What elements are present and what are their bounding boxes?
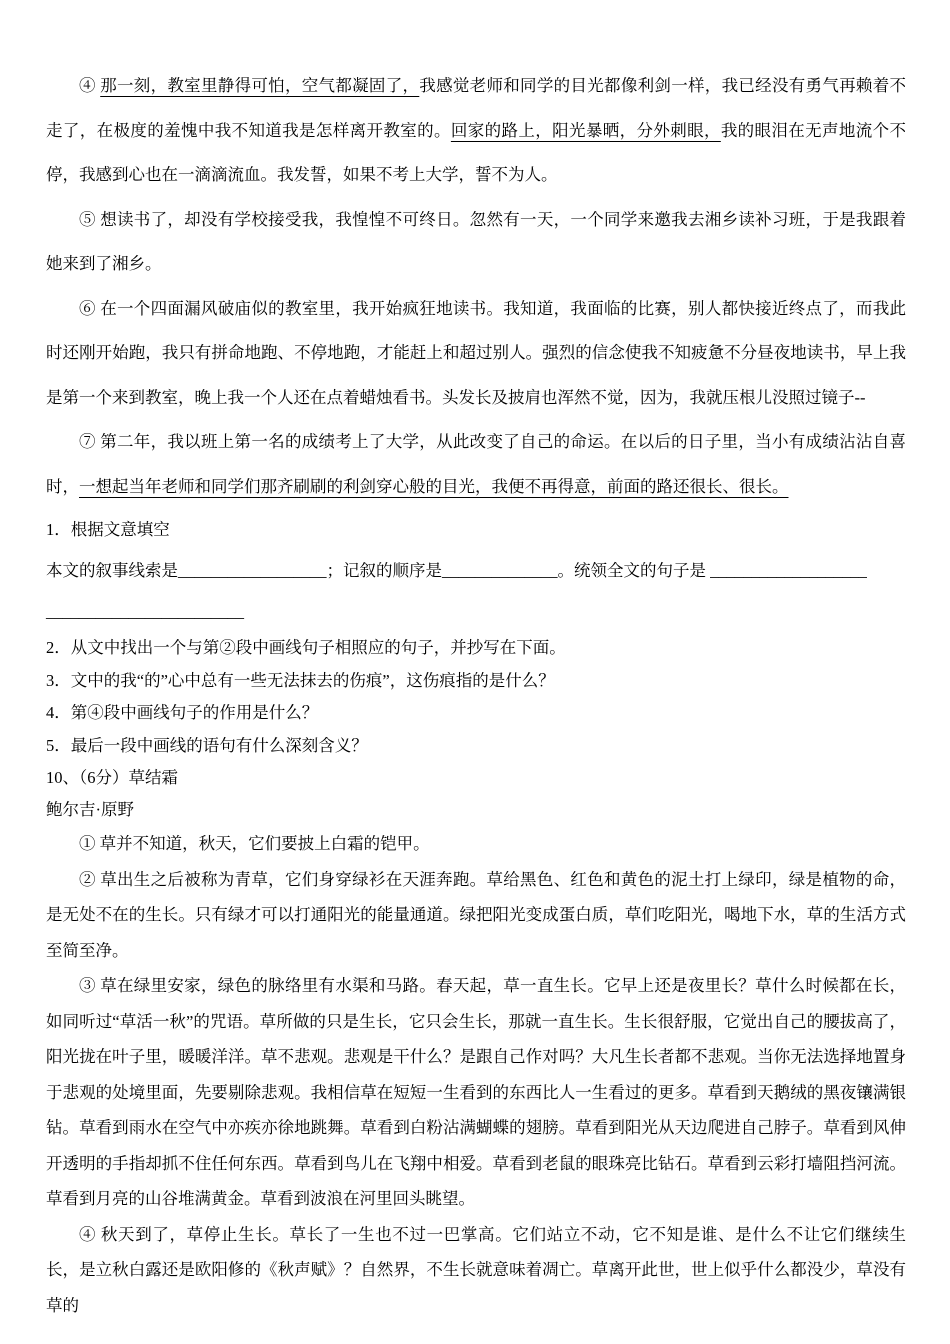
underlined-text: 那一刻，教室里静得可怕，空气都凝固了，	[100, 76, 420, 95]
question-1-blanks-line	[46, 550, 906, 591]
text-segment: ② 草出生之后被称为青草，它们身穿绿衫在天涯奔跑。草给黑色、红色和黄色的泥土打上绿印，绿是植物的命，是无处不在的生长。只有绿才可以打通阳光的能量通道。绿把阳光变成蛋白质，草们吃阳光，喝地下水，草的生活方式至简至净。	[46, 869, 906, 960]
text-segment: 3．文中的我“的”心中总有一些无法抹去的伤痕”，这伤痕指的是什么？	[46, 670, 555, 690]
text-segment: ________________________	[46, 602, 244, 621]
passage1-paragraph-4	[46, 64, 906, 198]
underlined-text: 一想起当年老师和同学们那齐刷刷的利剑穿心般的目光，我便不再得意，前面的路还很长、很长。	[79, 476, 789, 496]
text-segment: ① 草并不知道，秋天，它们要披上白霜的铠甲。	[79, 834, 430, 853]
text-segment: 1．根据文意填空	[46, 520, 170, 539]
text-segment: ⑥ 在一个四面漏风破庙似的教室里，我开始疯狂地读书。我知道，我面临的比赛，别人都快接近终点了，而我此时还刚开始跑，我只有拼命地跑、不停地跑，才能赶上和超过别人。强烈的信念使我不知疲惫不分昼夜地读书，早上我是第一个来到教室，晚上我一个人还在点着蜡烛看书。头发长及披肩也浑然不觉，因为，我就压根儿没照过镜子--	[46, 298, 906, 407]
question-1-label	[46, 509, 906, 550]
passage2-paragraph-4	[46, 1217, 906, 1324]
text-segment: ③ 草在绿里安家，绿色的脉络里有水渠和马路。春天起，草一直生长。它早上还是夜里长？草什么时候都在长，如同听过“草活一秋”的咒语。草所做的只是生长，它只会生长，那就一直生长。生长很舒服，它觉出自己的腰拔高了，阳光拢在叶子里，暖暖洋洋。草不悲观。悲观是干什么？是跟自己作对吗？大凡生长者都不悲观。当你无法选择地置身于悲观的处境里面，先要剔除悲观。我相信草在短短一生看到的东西比人一生看过的更多。草看到天鹅绒的黑夜镶满银钻。草看到雨水在空气中亦疾亦徐地跳舞。草看到白粉沾满蝴蝶的翅膀。草看到阳光从天边爬进自己脖子。草看到风伸开透明的手指却抓不住任何东西。草看到鸟儿在飞翔中相爱。草看到老鼠的眼珠亮比钻石。草看到云彩打墙阻挡河流。草看到月亮的山谷堆满黄金。草看到波浪在河里回头眺望。	[46, 976, 906, 1208]
text-segment: 10、（6分）草结霜	[46, 768, 178, 787]
text-segment: 5．最后一段中画线的语句有什么深刻含义？	[46, 735, 368, 755]
text-segment: 我感觉老师和同学的目光都像利剑一样，我已经没有勇气再赖着不走了，在极度的羞愧中我不知道我是怎样离开教室的。	[46, 76, 907, 140]
passage2-paragraph-2	[46, 862, 906, 969]
question-5	[46, 730, 906, 763]
underlined-text: 回家的路上，阳光暴晒，分外刺眼，	[450, 120, 721, 140]
passage1-paragraph-5	[46, 198, 906, 287]
question-2	[46, 632, 906, 665]
author-line	[46, 794, 906, 826]
text-segment: ④ 秋天到了，草停止生长。草长了一生也不过一巴掌高。它们站立不动，它不知是谁、是什么不让它们继续生长，是立秋白露还是欧阳修的《秋声赋》？自然界，不生长就意味着凋亡。草离开此世，世上似乎什么都没少，草没有草的	[46, 1224, 906, 1315]
passage1-paragraph-6	[46, 287, 906, 421]
text-segment: 2．从文中找出一个与第②段中画线句子相照应的句子，并抄写在下面。	[46, 638, 566, 657]
text-segment: 4．第④段中画线句子的作用是什么？	[46, 703, 319, 722]
text-segment: ④	[79, 76, 101, 95]
question-1-blank-continuation	[46, 591, 906, 632]
text-segment: ⑦ 第二年，我以班上第一名的成绩考上了大学，从此改变了自己的命运。在以后的日子里，当小有成绩沾沾自喜时，	[46, 432, 906, 496]
text-segment: 本文的叙事线索是__________________；记叙的顺序是______________。统领全文的句子是 ___________________	[46, 561, 867, 580]
text-segment: 鲍尔吉·原野	[46, 800, 134, 819]
text-segment: ⑤ 想读书了，却没有学校接受我，我惶惶不可终日。忽然有一天，一个同学来邀我去湘乡读补习班，于是我跟着她来到了湘乡。	[46, 209, 906, 273]
text-segment: 我的眼泪在无声地流个不停，我感到心也在一滴滴流血。我发誓，如果不考上大学，誓不为人。	[46, 120, 907, 184]
passage1-paragraph-7	[46, 420, 906, 509]
passage2-paragraph-1	[46, 826, 906, 862]
question-4	[46, 697, 906, 730]
passage2-paragraph-3	[46, 968, 906, 1217]
section-10-heading	[46, 762, 906, 794]
question-3	[46, 665, 906, 698]
